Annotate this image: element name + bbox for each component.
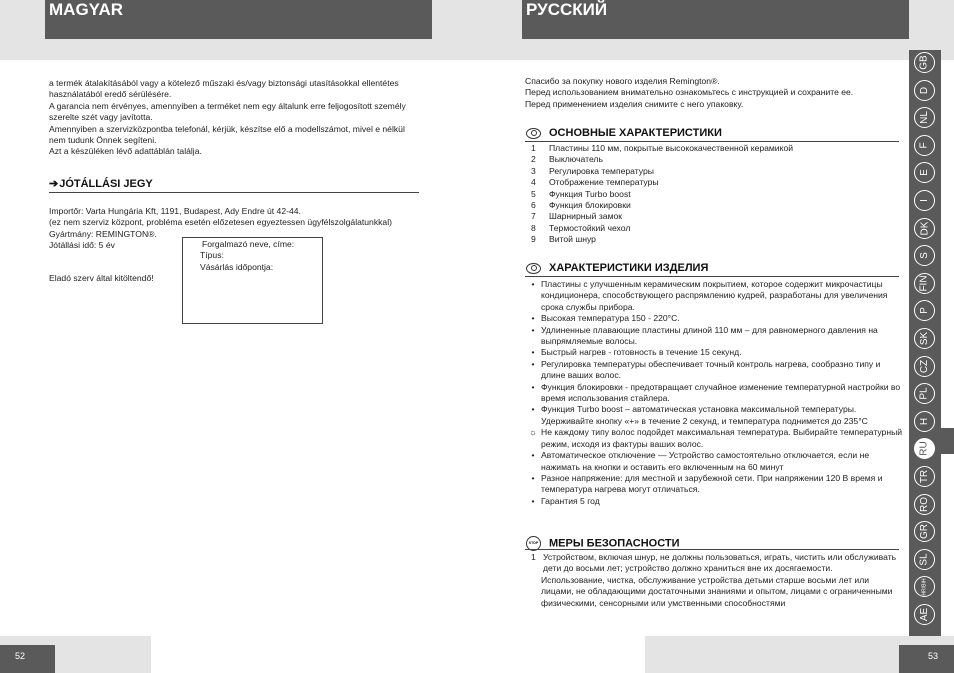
list-item: 3 Регулировка температуры bbox=[531, 165, 654, 176]
language-tab-gb[interactable] bbox=[914, 52, 935, 73]
list-item: 2 Выключатель bbox=[531, 154, 603, 165]
language-tab-label: F bbox=[918, 142, 930, 149]
language-tab-label: E bbox=[918, 169, 930, 177]
importer: Importőr: Varta Hungária Kft, 1191, Budapest, Ady Endre út 42-44. bbox=[49, 206, 301, 216]
arrow-right-icon: ➔ bbox=[49, 178, 59, 190]
distributor-label: Forgalmazó neve, címe: bbox=[202, 239, 295, 249]
section-divider bbox=[525, 141, 899, 142]
left-header: MAGYAR bbox=[45, 0, 432, 39]
language-tab-label: H bbox=[918, 417, 930, 425]
left-paragraphs bbox=[49, 78, 419, 158]
list-item: • Высокая температура 150 - 220°C. bbox=[531, 313, 680, 324]
language-tab-ae[interactable] bbox=[914, 604, 935, 625]
section-divider bbox=[525, 276, 899, 277]
intro-text bbox=[525, 76, 900, 110]
language-tab-label: GB bbox=[918, 55, 930, 70]
language-tab-sl[interactable] bbox=[914, 549, 935, 570]
language-tab-label: PL bbox=[918, 387, 930, 400]
language-tab-fin[interactable] bbox=[914, 273, 935, 294]
language-tab-tr[interactable] bbox=[914, 466, 935, 487]
tip-icon: ☼ bbox=[529, 427, 537, 438]
stop-icon: STOP bbox=[526, 536, 541, 551]
warranty-period: Jótállási idő: 5 év bbox=[49, 240, 115, 251]
eye-icon bbox=[526, 128, 541, 139]
list-item: • Пластины с улучшенным керамическим покрытием, которое содержит микрочастицы кондиционера, способствующего распрямлению кудрей, разработаны для увеличения срока службы прибора. bbox=[531, 279, 888, 312]
language-tab-dk[interactable] bbox=[914, 218, 935, 239]
importer-note: (ez nem szerviz központ, probléma esetén előzetesen egyeztessen ügyfélszolgálatunkkal) bbox=[49, 217, 392, 228]
warranty-title: ➔JÓTÁLLÁSI JEGY bbox=[49, 178, 153, 190]
features-list bbox=[531, 143, 891, 246]
language-tab-label: D bbox=[918, 86, 930, 94]
list-item: • Автоматическое отключение — Устройство самостоятельно отключается, если не нажимать на кнопки и оставить его включенным на 60 минут bbox=[531, 450, 870, 472]
list-item: 9 Витой шнур bbox=[531, 234, 596, 245]
left-page-number: 52 bbox=[0, 645, 55, 673]
language-tab-label: TR bbox=[919, 469, 930, 484]
list-item: 8 Термостойкий чехол bbox=[531, 222, 631, 233]
language-tab-label: AE bbox=[919, 607, 930, 622]
language-tab-f[interactable] bbox=[914, 135, 935, 156]
language-tab-cz[interactable] bbox=[914, 356, 935, 377]
list-item: 5 Функция Turbo boost bbox=[531, 188, 631, 199]
safety-title: STOP МЕРЫ БЕЗОПАСНОСТИ bbox=[526, 536, 680, 551]
language-tab-d[interactable] bbox=[914, 80, 935, 101]
features-title: ОСНОВНЫЕ ХАРАКТЕРИСТИКИ bbox=[526, 127, 722, 139]
language-tab-label: P bbox=[918, 307, 930, 315]
list-item: • Удлиненные плавающие пластины длиной 110 мм – для равномерного давления на выпрямляемые волосы. bbox=[531, 324, 878, 347]
paragraph: a termék átalakításából vagy a kötelező műszaki és/vagy biztonsági utasításokkal ellentétes használatából eredő sérülésére. bbox=[49, 78, 399, 100]
safety-text bbox=[531, 552, 901, 609]
list-item: 4 Отображение температуры bbox=[531, 177, 659, 188]
paragraph: Использование, чистка, обслуживание устройства детьми старше восьми лет или лицами, не обладающими достаточными знаниями и опытом, лицами с ограниченными физическими, сенсорными или умственными способностями bbox=[541, 574, 893, 608]
section-divider bbox=[525, 549, 899, 550]
product-features-title: ХАРАКТЕРИСТИКИ ИЗДЕЛИЯ bbox=[526, 262, 708, 274]
language-tab-label: S bbox=[918, 252, 930, 260]
language-tab-label: SK bbox=[919, 331, 930, 346]
language-tab-label: RU bbox=[918, 441, 930, 457]
language-tab-label: SL bbox=[918, 553, 930, 566]
paragraph: Azt a készüléken lévő adattáblán találja. bbox=[49, 146, 202, 157]
list-item: • Функция Turbo boost – автоматическая установка максимальной температуры. Удерживайте кнопку «+» в течение 2 секунд, и температура поднимется до 235°C bbox=[531, 404, 868, 426]
seller-box-labels bbox=[200, 239, 320, 273]
right-header: РУССКИЙ bbox=[522, 0, 909, 39]
language-tab-label: CZ bbox=[919, 359, 930, 373]
list-item: • Функция блокировки - предотвращает случайное изменение температурной настройки во время использования стайлера. bbox=[531, 381, 901, 404]
section-divider bbox=[49, 192, 419, 193]
language-tab-label: DK bbox=[919, 221, 930, 236]
eye-icon bbox=[526, 263, 541, 274]
list-item: 7 Шарнирный замок bbox=[531, 211, 623, 222]
product-features-list bbox=[525, 279, 903, 507]
list-item: 6 Функция блокировки bbox=[531, 200, 631, 211]
manufacturer: Gyártmány: REMINGTON®. bbox=[49, 228, 157, 239]
list-item: • Регулировка температуры обеспечивает точный контроль нагрева, сообразно типу и длине ваших волос. bbox=[531, 358, 881, 381]
list-item: ☼ Не каждому типу волос подойдет максимальная температура. Выбирайте температурный режим, исходя из фактуры ваших волос. bbox=[525, 427, 903, 450]
language-tab-label: GR bbox=[919, 524, 930, 540]
right-page-number: 53 bbox=[899, 645, 954, 673]
purchase-date-label: Vásárlás időpontja: bbox=[200, 261, 274, 272]
language-tab-ro[interactable] bbox=[914, 494, 935, 515]
list-item: • Разное напряжение: для местной и зарубежной сети. При напряжении 120 В время и температура нагрева могут отличаться. bbox=[531, 472, 883, 495]
language-tab-h[interactable] bbox=[914, 411, 935, 432]
list-item: 1 Пластины 110 мм, покрытые высококачественной керамикой bbox=[531, 143, 794, 153]
language-tab-label: RO bbox=[919, 496, 930, 512]
list-item: • Быстрый нагрев - готовность в течение 15 секунд. bbox=[531, 347, 742, 358]
seller-note: Eladó szerv által kitöltendő! bbox=[49, 273, 154, 283]
intro-line: Перед применением изделия снимите с него упаковку. bbox=[525, 98, 744, 109]
list-item: • Гарантия 5 год bbox=[531, 495, 600, 506]
language-tab-label: FIN bbox=[918, 275, 930, 292]
language-tab-label: NL bbox=[918, 111, 930, 125]
list-item: 1 Устройством, включая шнур, не должны пользоваться, играть, чистить или обслуживать дети до восьми лет; устройство должно храниться вне их досягаемости. bbox=[531, 552, 897, 574]
intro-line: Спасибо за покупку нового изделия Remington®. bbox=[525, 76, 720, 86]
language-tab-sk[interactable] bbox=[914, 328, 935, 349]
paragraph: Amennyiben a szervizközpontba telefonál, kérjük, készítse elő a modellszámot, mivel e nélkül nem tudunk Önnek segíteni. bbox=[49, 123, 405, 146]
language-tab-label: HR/BIH bbox=[921, 578, 928, 596]
type-label: Típus: bbox=[200, 250, 224, 261]
language-tab-i[interactable] bbox=[914, 190, 935, 211]
intro-line: Перед использованием внимательно ознакомьтесь с инструкцией и сохраните ее. bbox=[525, 87, 854, 98]
language-tab-label: I bbox=[919, 199, 930, 202]
paragraph: A garancia nem érvényes, amennyiben a terméket nem egy általunk erre feljogosított személy szerelte szét vagy javította. bbox=[49, 100, 406, 123]
